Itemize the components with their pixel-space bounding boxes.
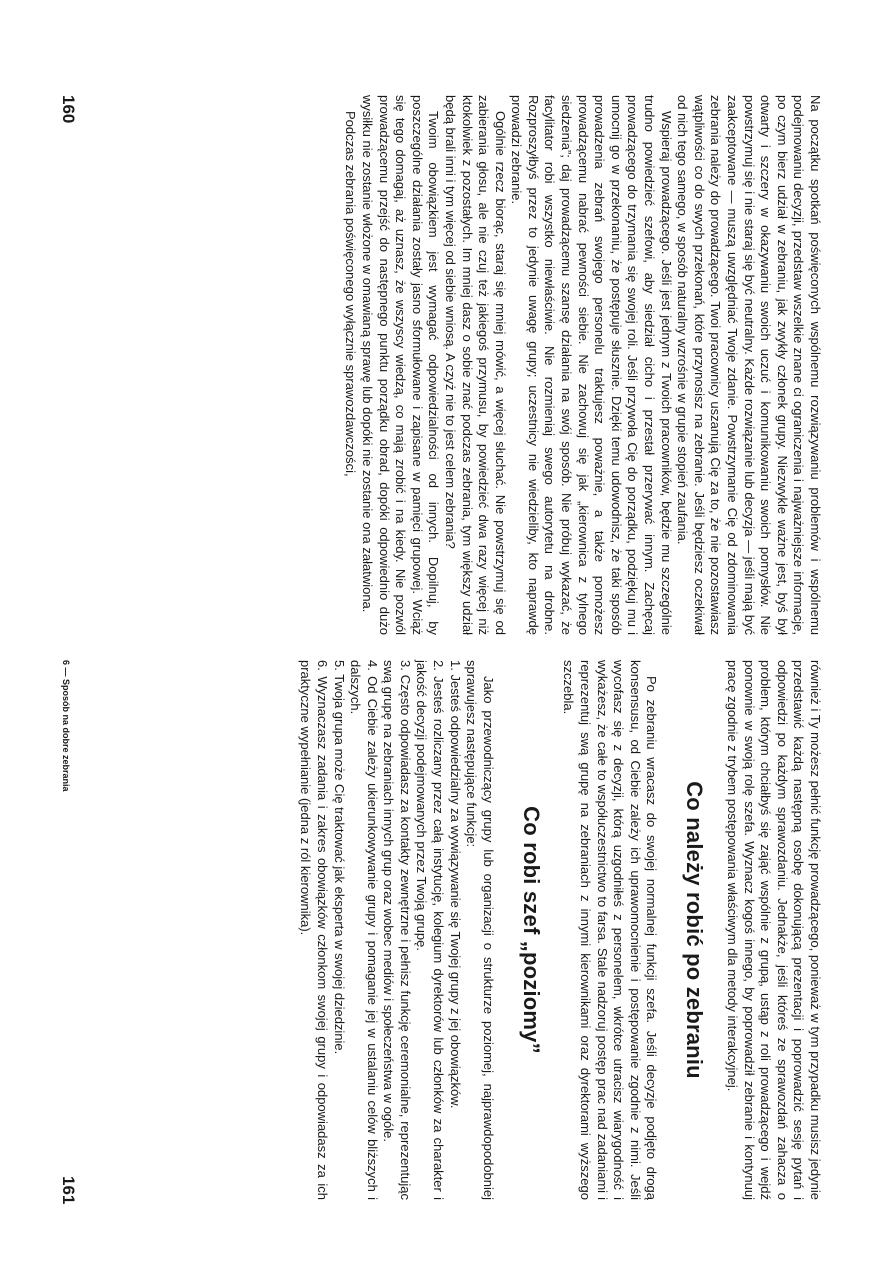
right-page: [297, 660, 823, 1200]
paragraph: Na początku spotkań poświęconych wspólnemu rozwiązywaniu problemów i wspólnemu podejmowaniu decyzji, przedstaw wszelkie znane ci ograniczenia i najważniejsze informacje, po czym bierz udział w zebraniu, jak zwykły członek grupy. Niezwykle ważne jest, byś był otwarty i szczery w okazywaniu swoich uczuć i komunikowaniu swoich pomysłów. Nie powstrzymuj się i nie staraj się być neutralny. Każde rozwiązanie lub decyzja — jeśli mają być zaakceptowane — muszą uwzględniać Twoje zdanie. Powstrzymanie Cię od zdominowania zebrania należy do prowadzącego. Twoi pracownicy uszanują Cię za to, że nie pozostawiasz wątpliwości co do swych przekonań, które przynosisz na zebranie. Jeśli będziesz oczekiwał od nich tego samego, w sposób naturalny wzrośnie w grupie stopień zaufania.: [675, 95, 823, 635]
page-number-left: 160: [59, 95, 78, 124]
section-heading: Co należy robić po zebraniu: [682, 781, 708, 1079]
paragraph: Twoim obowiązkiem jest wymagać odpowiedzialności od innych. Dopilnuj, by poszczególne działania zostały jasno sformułowane i zapisane w pamięci grupowej. Wciąż się tego domagaj, aż uznasz, że wszyscy wiedzą, co mają zrobić i na kiedy. Nie pozwól prowadzącemu przejść do następnego punktu porządku obrad, dopóki odpowiednio dużo wysiłku nie zostanie włożone w omawianą sprawę lub dopóki nie zostanie ona załatwiona.: [359, 95, 442, 635]
left-page: [342, 95, 823, 635]
paragraph: Wspieraj prowadzącego. Jeśli jest jednym z Twoich pracowników, będzie mu szczególnie trudno powiedzieć szefowi, aby siedział cicho i przestał przerywać innym. Zachęcaj prowadzącego do trzymania się swojej roli. Jeśli przywoła Cię do porządku, podziękuj mu i umocnij go w przekonaniu, że postępuje słusznie. Dzięki temu udowodnisz, że taki sposób prowadzenia zebrań swojego personelu traktujesz poważnie, a także pomożesz prowadzącemu nabrać pewności siebie. Nie zachowuj się jak „kierownica z tylnego siedzenia”; daj prowadzącemu szansę działania na swój sposób. Nie próbuj wykazać, że facylitator robi wszystko niewłaściwie. Nie rozmieniaj swego autorytetu na drobne. Rozproszyłbyś przez to jedynie uwagę grupy; uczestnicy nie wiedzieliby, kto naprawdę prowadzi zebranie.: [509, 95, 674, 635]
paragraph: Podczas zebrania poświęconego wyłącznie sprawozdawczości,: [343, 111, 359, 477]
paragraph: Ogólnie rzecz biorąc, staraj się mniej mówić, a więcej słuchać. Nie powstrzymuj się od zabierania głosu, ale nie czuj też jakiegoś przymusu, by powiedzieć dwa razy więcej niż ktokolwiek z pozostałych. Im mniej dasz o sobie znać podczas zebrania, tym większy udział będą brali inni i tym więcej od siebie wniosą. A czyż nie to jest celem zebrania?: [442, 95, 508, 635]
running-footer: 6 — Sposób na dobre zebrania: [61, 660, 71, 792]
list-item: 6. Wyznaczasz zadania i zakres obowiązków członkom swojej grupy i odpowiadasz za ich praktyczne wypełnianie (jedna z ról kierownika).: [298, 660, 330, 1200]
list-item: 1. Jesteś odpowiedzialny za wywiązywanie się Twojej grupy z jej obowiązków.: [447, 660, 463, 1109]
list-item: 3. Często odpowiadasz za kontakty zewnętrzne i pełnisz funkcję ceremonialne, reprezentując swą grupę na zebraniach innych grup oraz wobec mediów i społeczeństwa w ogóle.: [381, 660, 413, 1200]
paragraph: również i Ty możesz pełnić funkcję prowadzącego, ponieważ w tym przypadku musisz jedynie przedstawić każdą następną osobę dokonującą prezentacji i poprowadzić sesję pytań i odpowiedzi po każdym sprawozdaniu. Jednakże, jeśli któreś ze sprawozdań zahacza o problem, którym chciałbyś się zająć wspólnie z grupą, ustąp z roli prowadzącego i wejdź ponownie w swoją rolę szefa. Wyznacz kogoś innego, by poprowadził zebranie i kontynuuj pracę zgodnie z trybem postępowania właściwym dla metody interakcyjnej.: [725, 660, 823, 1200]
section-heading: Co robi szef „poziomy”: [518, 806, 544, 1054]
list-item: 2. Jesteś rozliczany przez całą instytucję, kolegium dyrektorów lub członków za charakter i jakość decyzji podejmowanych przez Twoją grupę.: [414, 660, 447, 1200]
page-number-right: 161: [59, 1176, 78, 1205]
list-item: 5. Twoja grupa może Cię traktować jak eksperta w swojej dziedzinie.: [331, 660, 347, 1055]
functions-list: [297, 660, 463, 1200]
paragraph: Jako przewodniczący grupy lub organizacji o strukturze poziomej, najprawdopodobniej sprawujesz następujące funkcje:: [464, 660, 496, 1200]
paragraph: Po zebraniu wracasz do swojej normalnej funkcji szefa. Jeśli decyzje podjęto drogą konsensusu, od Ciebie zależy ich uprawomocnienie i postępowanie zgodnie z nimi. Jeśli wycofasz się z decyzji, którą uzgodniłeś z personelem, wkrótce utracisz wiarygodność i wykażesz, że całe to współuczestnictwo to farsa. Stale nadzoruj postęp prac nad zadaniami i reprezentuj swą grupę na zebraniach z innymi kierownikami oraz dyrektorami wyższego szczebla.: [561, 660, 660, 1200]
list-item: 4. Od Ciebie zależy ukierunkowywanie grupy i pomaganie jej w ustalaniu celów bliższych i dalszych.: [348, 660, 380, 1200]
